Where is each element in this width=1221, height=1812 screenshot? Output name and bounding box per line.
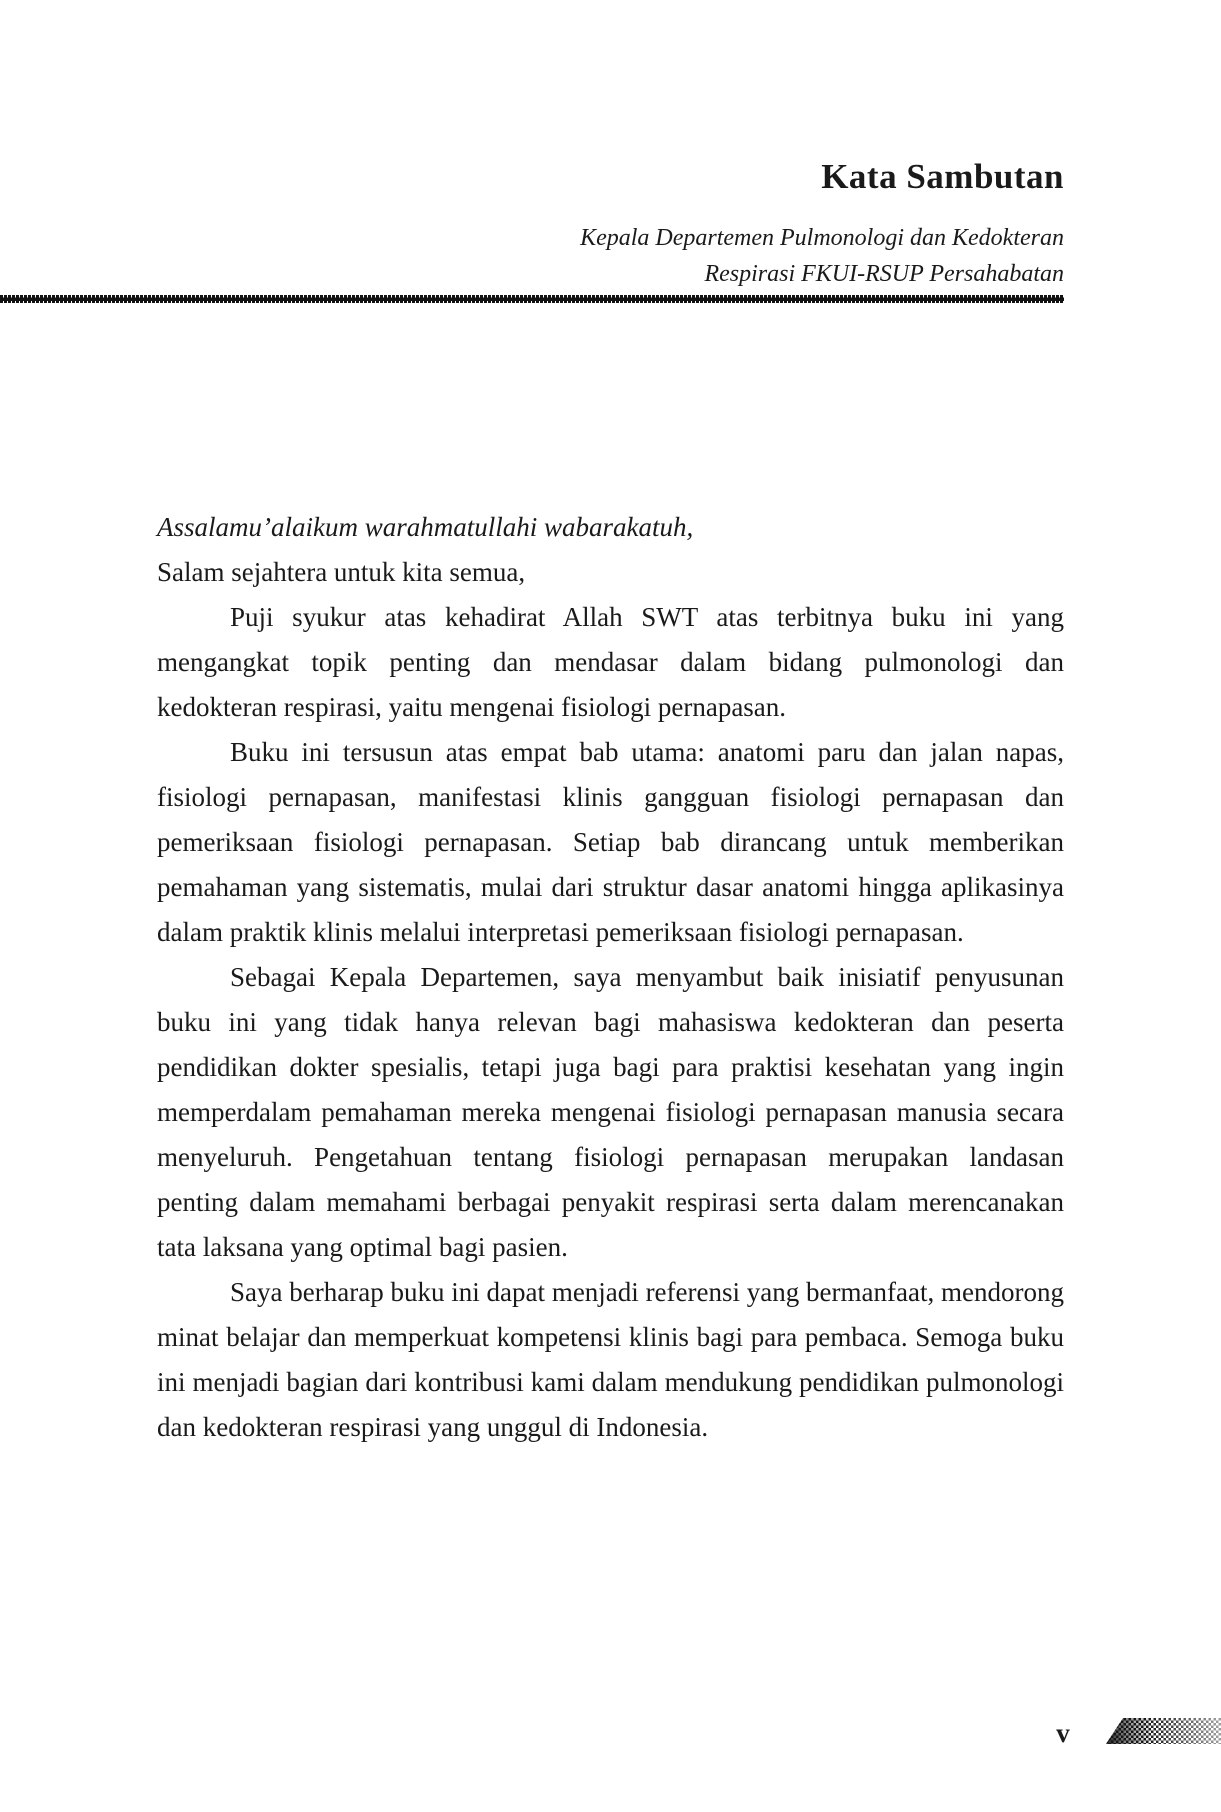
- paragraph-3: Sebagai Kepala Departemen, saya menyambut baik inisiatif penyusunan buku ini yang tidak hanya relevan bagi mahasiswa kedokteran dan peserta pendidikan dokter spesialis, tetapi juga bagi para praktisi kesehatan yang ingin memperdalam pemahaman mereka mengenai fisiologi pernapasan manusia secara menyeluruh. Pengetahuan tentang fisiologi pernapasan merupakan landasan penting dalam memahami berbagai penyakit respirasi serta dalam merencanakan tata laksana yang optimal bagi pasien.: [157, 962, 1064, 1262]
- paragraph-1: Puji syukur atas kehadirat Allah SWT atas terbitnya buku ini yang mengangkat topik penting dan mendasar dalam bidang pulmonologi dan kedokteran respirasi, yaitu mengenai fisiologi pernapasan.: [157, 602, 1064, 722]
- paragraph-4: Saya berharap buku ini dapat menjadi referensi yang bermanfaat, mendorong minat belajar dan memperkuat kompetensi klinis bagi para pembaca. Semoga buku ini menjadi bagian dari kontribusi kami dalam mendukung pendidikan pulmonologi dan kedokteran respirasi yang unggul di Indonesia.: [157, 1277, 1064, 1442]
- foreword-header: [157, 157, 1064, 292]
- subtitle-line-2: Respirasi FKUI-RSUP Persahabatan: [704, 261, 1064, 287]
- paragraph-2: Buku ini tersusun atas empat bab utama: anatomi paru dan jalan napas, fisiologi pernapasan, manifestasi klinis gangguan fisiologi pernapasan dan pemeriksaan fisiologi pernapasan. Setiap bab dirancang untuk memberikan pemahaman yang sistematis, mulai dari struktur dasar anatomi hingga aplikasinya dalam praktik klinis melalui interpretasi pemeriksaan fisiologi pernapasan.: [157, 737, 1064, 947]
- halftone-corner-decoration: [1106, 1718, 1221, 1744]
- page-subtitle: [157, 220, 1064, 292]
- dashed-divider-rule: [0, 295, 1064, 303]
- subtitle-line-1: Kepala Departemen Pulmonologi dan Kedokteran: [580, 225, 1064, 251]
- secular-greeting-line: Salam sejahtera untuk kita semua,: [157, 557, 526, 587]
- page-number: v: [1056, 1718, 1070, 1748]
- islamic-greeting-line: Assalamu’alaikum warahmatullahi wabarakatuh,: [157, 512, 694, 542]
- page-title: Kata Sambutan: [821, 157, 1064, 196]
- foreword-body: [157, 505, 1064, 1450]
